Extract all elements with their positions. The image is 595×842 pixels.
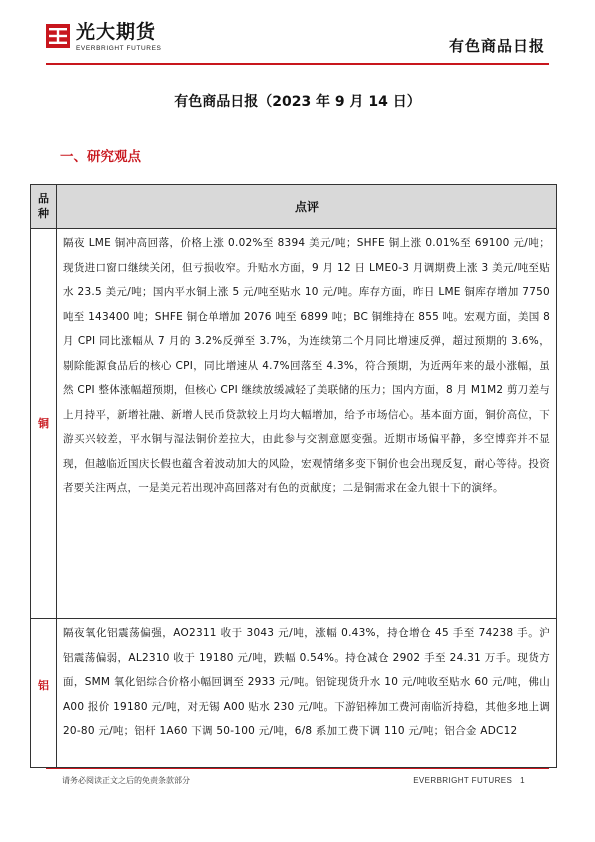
report-title: 有色商品日报（2023 年 9 月 14 日） xyxy=(174,94,421,110)
column-header-comment: 点评 xyxy=(294,200,319,214)
table-row-aluminum xyxy=(31,619,556,768)
footer-brand-page xyxy=(413,776,525,786)
row-comment-aluminum: 隔夜氧化铝震荡偏强，AO2311 收于 3043 元/吨，涨幅 0.43%，持仓增仓 45 手至 74238 手。沪铝震荡偏弱，AL2310 收于 19180 元/吨，跌幅 0.54%。持仓减仓 2902 手至 24.31 万手。现货方面，SMM 氧化铝综合价格小幅回调至 2933 元/吨。铝锭现货升水 10 元/吨收至贴水 60 元/吨，佛山 A00 报价 19180 元/吨，对无锡 A00 贴水 230 元/吨。下游铝棒加工费河南临沂持稳，其他多地上调 20-80 元/吨；铝杆 1A60 下调 50-100 元/吨，6/8 系加工费下调 110 元/吨；铝合金 ADC12 xyxy=(63,627,550,737)
page-number: 1 xyxy=(520,776,525,785)
column-header-variety-char-1: 品 xyxy=(38,192,49,205)
row-variety-aluminum: 铝 xyxy=(38,679,49,692)
header-divider xyxy=(46,63,549,65)
column-divider xyxy=(56,185,57,767)
section-heading: 一、研究观点 xyxy=(60,149,141,165)
column-header-variety xyxy=(31,191,56,221)
logo-chinese-name: 光大期货 xyxy=(76,21,157,43)
table-row-copper xyxy=(31,229,556,619)
header-report-type: 有色商品日报 xyxy=(448,37,545,55)
research-table xyxy=(30,184,557,768)
page-header xyxy=(0,0,595,66)
footer-divider xyxy=(46,768,549,769)
footer-brand: EVERBRIGHT FUTURES xyxy=(413,776,513,785)
row-variety-copper: 铜 xyxy=(38,417,49,430)
row-comment-copper: 隔夜 LME 铜冲高回落，价格上涨 0.02%至 8394 美元/吨；SHFE 铜上涨 0.01%至 69100 元/吨；现货进口窗口继续关闭，但亏损收窄。升贴水方面，9 月 12 日 LME0-3 月调期费上涨 3 美元/吨至贴水 23.5 美元/吨；国内平水铜上涨 5 元/吨至贴水 10 元/吨。库存方面，昨日 LME 铜库存增加 7750 吨至 143400 吨；SHFE 铜仓单增加 2076 吨至 6899 吨；BC 铜维持在 855 吨。宏观方面，美国 8 月 CPI 同比涨幅从 7 月的 3.2%反弹至 3.7%，为连续第二个月同比增速反弹，超过预期的 3.6%，剔除能源食品后的核心 CPI，同比增速从 4.7%回落至 4.3%，符合预期，为近两年来的最小涨幅，虽然 CPI 整体涨幅超预期，但核心 CPI 继续放缓减轻了美联储的压力；国内方面，8 月 M1M2 剪刀差与上月持平，新增社融、新增人民币贷款较上月均大幅增加，给予市场信心。基本面方面，铜价高位，下游买兴较差，平水铜与湿法铜价差拉大，由此参与交割意愿变强。近期市场偏平静，多空博弈并不显现，但越临近国庆长假也蕴含着波动加大的风险，宏观情绪多变下铜价也会出现反复，耐心等待。投资者要关注两点，一是美元若出现冲高回落对有色的贡献度；二是铜需求在金九银十下的演绎。 xyxy=(63,237,550,494)
everbright-logo-icon xyxy=(46,24,70,48)
column-header-variety-char-2: 种 xyxy=(38,207,49,220)
logo-english-name: EVERBRIGHT FUTURES xyxy=(76,45,162,52)
table-header-row xyxy=(31,185,556,229)
footer-disclaimer: 请务必阅读正文之后的免责条款部分 xyxy=(62,776,190,785)
